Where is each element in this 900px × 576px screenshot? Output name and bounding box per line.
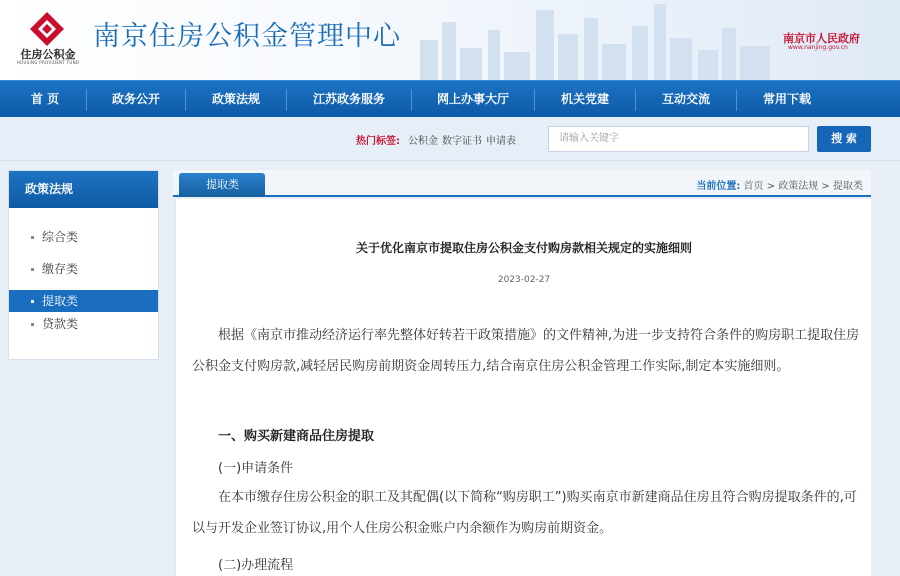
site-title[interactable]: 南京住房公积金管理中心 bbox=[93, 21, 401, 52]
nav-item-downloads[interactable]: 常用下载 bbox=[762, 92, 811, 106]
hot-tag-link[interactable]: 公积金 bbox=[408, 136, 438, 147]
sidebar-item-general[interactable] bbox=[9, 226, 158, 248]
nav-item-jiangsu-services[interactable]: 江苏政务服务 bbox=[312, 92, 385, 106]
breadcrumb-path[interactable]: 首页 > 政策法规 > 提取类 bbox=[743, 181, 863, 192]
sidebar-item-label: 提取类 bbox=[42, 294, 79, 308]
search-bar bbox=[0, 117, 900, 161]
article bbox=[175, 199, 871, 576]
search-input[interactable]: 请输入关键字 bbox=[548, 126, 809, 152]
sidebar-item-label: 缴存类 bbox=[42, 262, 79, 276]
subsection-heading: (二)办理流程 bbox=[218, 558, 294, 573]
hot-tag-link[interactable]: 数字证书 bbox=[442, 136, 482, 147]
bullet-icon bbox=[31, 300, 34, 303]
nav-item-home[interactable]: 首 页 bbox=[30, 92, 60, 106]
bullet-icon bbox=[31, 268, 34, 271]
sidebar-item-withdrawal[interactable] bbox=[9, 290, 158, 312]
logo-subtext: HOUSING PROVIDENT FUND bbox=[16, 60, 80, 65]
sidebar-item-deposit[interactable] bbox=[9, 258, 158, 280]
sidebar-item-label: 综合类 bbox=[42, 230, 79, 244]
article-title: 关于优化南京市提取住房公积金支付购房款相关规定的实施细则 bbox=[355, 241, 692, 255]
gov-portal-link[interactable]: 南京市人民政府 bbox=[783, 32, 860, 45]
sidebar-item-loan[interactable] bbox=[9, 313, 158, 335]
sidebar bbox=[8, 170, 159, 360]
subsection-heading: (一)申请条件 bbox=[218, 461, 294, 476]
tab-bar bbox=[173, 170, 871, 197]
main-content bbox=[173, 170, 871, 576]
housing-fund-logo-icon bbox=[12, 10, 82, 76]
breadcrumb-label: 当前位置: bbox=[696, 181, 741, 192]
breadcrumb bbox=[696, 177, 863, 192]
nav-item-interaction[interactable]: 互动交流 bbox=[661, 92, 710, 106]
article-date: 2023-02-27 bbox=[497, 275, 551, 285]
hot-tag-link[interactable]: 申请表 bbox=[486, 136, 516, 147]
nav-item-policies[interactable]: 政策法规 bbox=[211, 92, 260, 106]
nav-item-online-hall[interactable]: 网上办事大厅 bbox=[436, 92, 509, 106]
sidebar-item-label: 贷款类 bbox=[42, 317, 79, 331]
bullet-icon bbox=[31, 323, 34, 326]
tab-withdrawal[interactable]: 提取类 bbox=[179, 173, 265, 197]
nav-item-party-building[interactable]: 机关党建 bbox=[560, 92, 609, 106]
section-heading: 一、购买新建商品住房提取 bbox=[218, 429, 375, 444]
site-header bbox=[0, 0, 900, 80]
search-button[interactable]: 搜 索 bbox=[817, 126, 871, 152]
city-skyline-illustration bbox=[400, 0, 780, 80]
bullet-icon bbox=[31, 236, 34, 239]
logo-text: 住房公积金 bbox=[20, 48, 76, 61]
article-paragraph: 根据《南京市推动经济运行率先整体好转若干政策措施》的文件精神,为进一步支持符合条件的购房职工提取住房公积金支付购房款,减轻居民购房前期资金周转压力,结合南京住房公积金管理工作实际,制定本实施细则。 bbox=[192, 328, 860, 374]
nav-item-gov-affairs[interactable]: 政务公开 bbox=[111, 92, 160, 106]
article-paragraph: 在本市缴存住房公积金的职工及其配偶(以下简称“购房职工”)购买南京市新建商品住房且符合购房提取条件的,可以与开发企业签订协议,用个人住房公积金账户内余额作为购房前期资金。 bbox=[192, 490, 857, 536]
sidebar-title: 政策法规 bbox=[9, 171, 158, 208]
main-nav bbox=[0, 80, 900, 117]
hot-tags-label: 热门标签: bbox=[356, 136, 400, 147]
gov-portal-url: www.nanjing.gov.cn bbox=[788, 44, 848, 51]
